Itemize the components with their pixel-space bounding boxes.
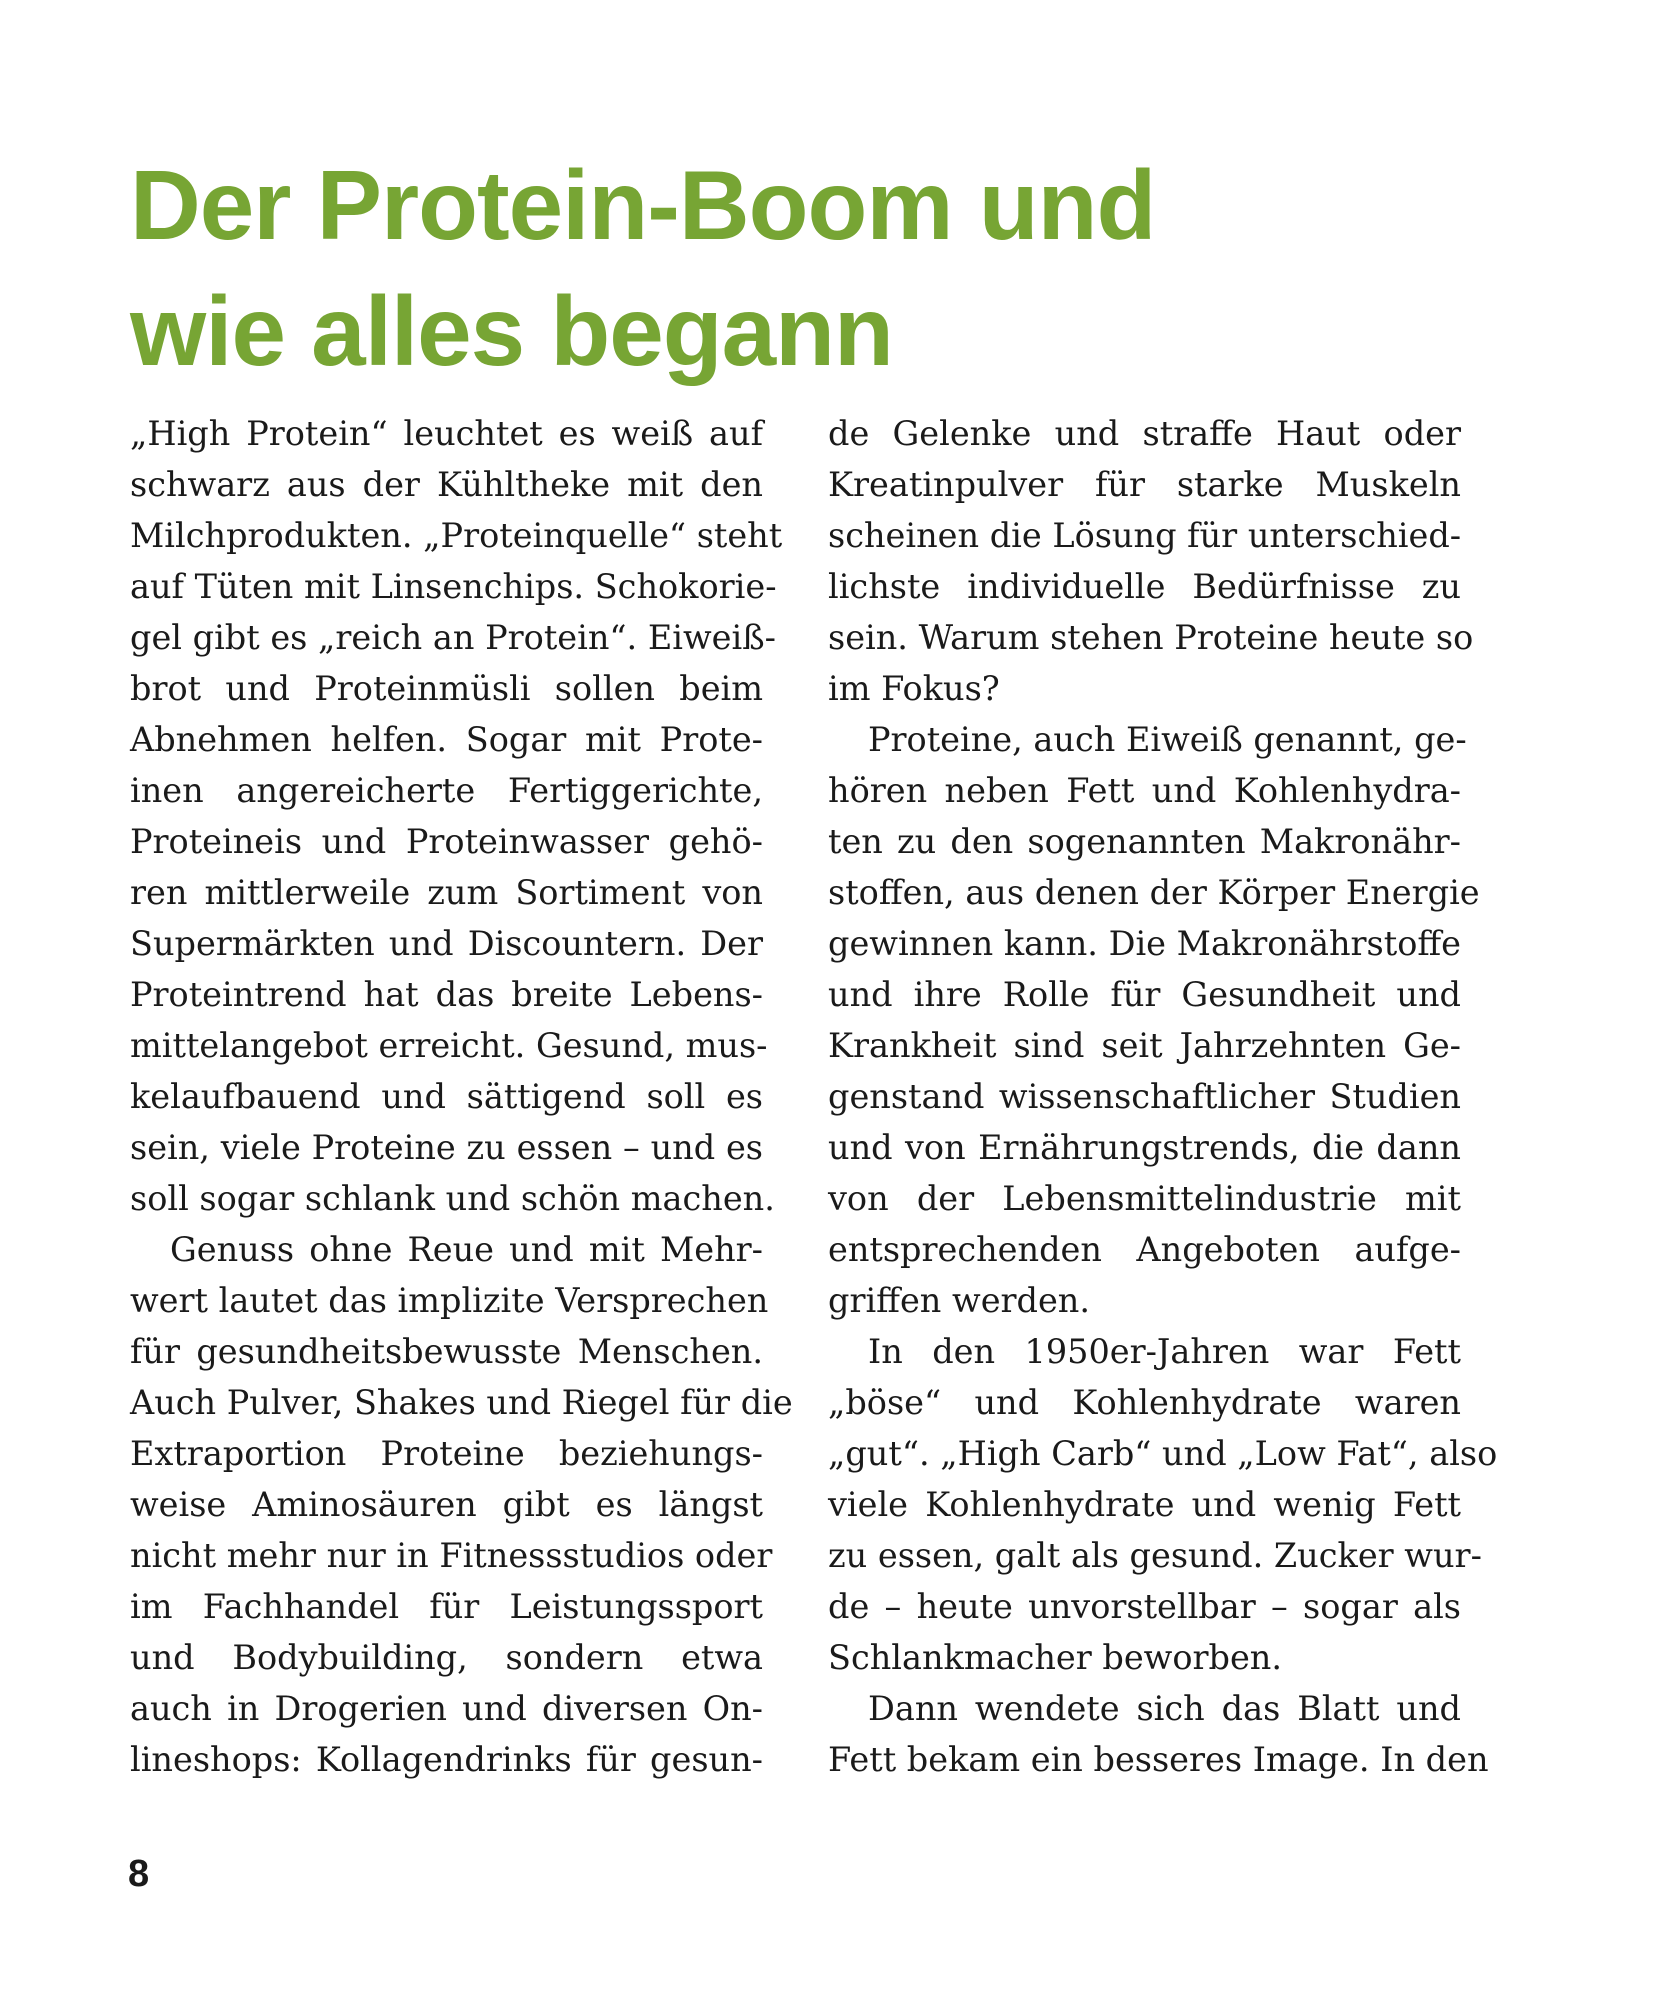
text-line: de – heute unvorstellbar – sogar als	[828, 1587, 1461, 1626]
text-line: genstand wissenschaftlicher Studien	[828, 1077, 1461, 1116]
text-line: auch in Drogerien und diversen On-	[130, 1689, 763, 1728]
text-line: Dann wendete sich das Blatt und	[868, 1689, 1461, 1728]
text-line: sein, viele Proteine zu essen – und es	[130, 1128, 763, 1167]
text-line: von der Lebensmittelindustrie mit	[828, 1179, 1461, 1218]
text-line: „gut“. „High Carb“ und „Low Fat“, also	[828, 1434, 1498, 1473]
text-line: In den 1950er-Jahren war Fett	[868, 1332, 1461, 1371]
text-line: „High Protein“ leuchtet es weiß auf	[130, 414, 763, 453]
text-line: Fett bekam ein besseres Image. In den	[828, 1740, 1489, 1779]
text-line: Abnehmen helfen. Sogar mit Prote-	[130, 720, 763, 759]
text-line: sein. Warum stehen Proteine heute so	[828, 618, 1474, 657]
page-title-line-1: Der Protein-Boom und	[130, 150, 1156, 260]
text-line: scheinen die Lösung für unterschied-	[828, 516, 1462, 555]
text-line: Proteine, auch Eiweiß genannt, ge-	[868, 720, 1467, 759]
text-line: kelaufbauend und sättigend soll es	[130, 1077, 763, 1116]
page-number: 8	[128, 1853, 150, 1895]
text-line: soll sogar schlank und schön machen.	[130, 1179, 775, 1218]
text-line: brot und Proteinmüsli sollen beim	[130, 669, 763, 708]
text-line: stoffen, aus denen der Körper Energie	[828, 873, 1480, 912]
text-line: Genuss ohne Reue und mit Mehr-	[170, 1230, 763, 1269]
text-line: und Bodybuilding, sondern etwa	[130, 1638, 763, 1677]
text-line: hören neben Fett und Kohlenhydra-	[828, 771, 1461, 810]
text-line: gewinnen kann. Die Makronährstoffe	[828, 924, 1461, 963]
text-column-left	[130, 408, 793, 1785]
text-line: weise Aminosäuren gibt es längst	[130, 1485, 763, 1524]
text-line: mittelangebot erreicht. Gesund, mus-	[130, 1026, 768, 1065]
text-line: viele Kohlenhydrate und wenig Fett	[828, 1485, 1461, 1524]
text-line: lichste individuelle Bedürfnisse zu	[828, 567, 1461, 606]
page-title	[130, 142, 1430, 394]
text-line: und von Ernährungstrends, die dann	[828, 1128, 1461, 1167]
text-line: Kreatinpulver für starke Muskeln	[828, 465, 1461, 504]
text-line: de Gelenke und straffe Haut oder	[828, 414, 1461, 453]
text-line: wert lautet das implizite Versprechen	[130, 1281, 769, 1320]
text-line: Extraportion Proteine beziehungs-	[130, 1434, 763, 1473]
text-line: inen angereicherte Fertiggerichte,	[130, 771, 763, 810]
text-line: Auch Pulver, Shakes und Riegel für die	[130, 1383, 793, 1422]
text-column-right	[828, 408, 1498, 1785]
page-title-line-2: wie alles begann	[130, 276, 893, 386]
text-line: zu essen, galt als gesund. Zucker wur-	[828, 1536, 1482, 1575]
text-line: Proteineis und Proteinwasser gehö-	[130, 822, 763, 861]
text-line: ten zu den sogenannten Makronähr-	[828, 822, 1461, 861]
text-line: Supermärkten und Discountern. Der	[130, 924, 763, 963]
text-line: schwarz aus der Kühltheke mit den	[130, 465, 763, 504]
text-line: ren mittlerweile zum Sortiment von	[130, 873, 763, 912]
text-line: Proteintrend hat das breite Lebens-	[130, 975, 763, 1014]
text-line: griffen werden.	[828, 1281, 1091, 1320]
text-line: auf Tüten mit Linsenchips. Schokorie-	[130, 567, 777, 606]
text-line: und ihre Rolle für Gesundheit und	[828, 975, 1461, 1014]
text-line: für gesundheitsbewusste Menschen.	[130, 1332, 763, 1371]
text-line: Milchprodukten. „Proteinquelle“ steht	[130, 516, 783, 555]
text-line: „böse“ und Kohlenhydrate waren	[828, 1383, 1461, 1422]
text-line: Krankheit sind seit Jahrzehnten Ge-	[828, 1026, 1461, 1065]
text-line: im Fokus?	[828, 669, 1000, 708]
text-line: gel gibt es „reich an Protein“. Eiweiß-	[130, 618, 776, 657]
text-line: entsprechenden Angeboten aufge-	[828, 1230, 1461, 1269]
text-line: Schlankmacher beworben.	[828, 1638, 1283, 1677]
text-line: lineshops: Kollagendrinks für gesun-	[130, 1740, 763, 1779]
text-line: im Fachhandel für Leistungssport	[130, 1587, 763, 1626]
text-line: nicht mehr nur in Fitnessstudios oder	[130, 1536, 773, 1575]
